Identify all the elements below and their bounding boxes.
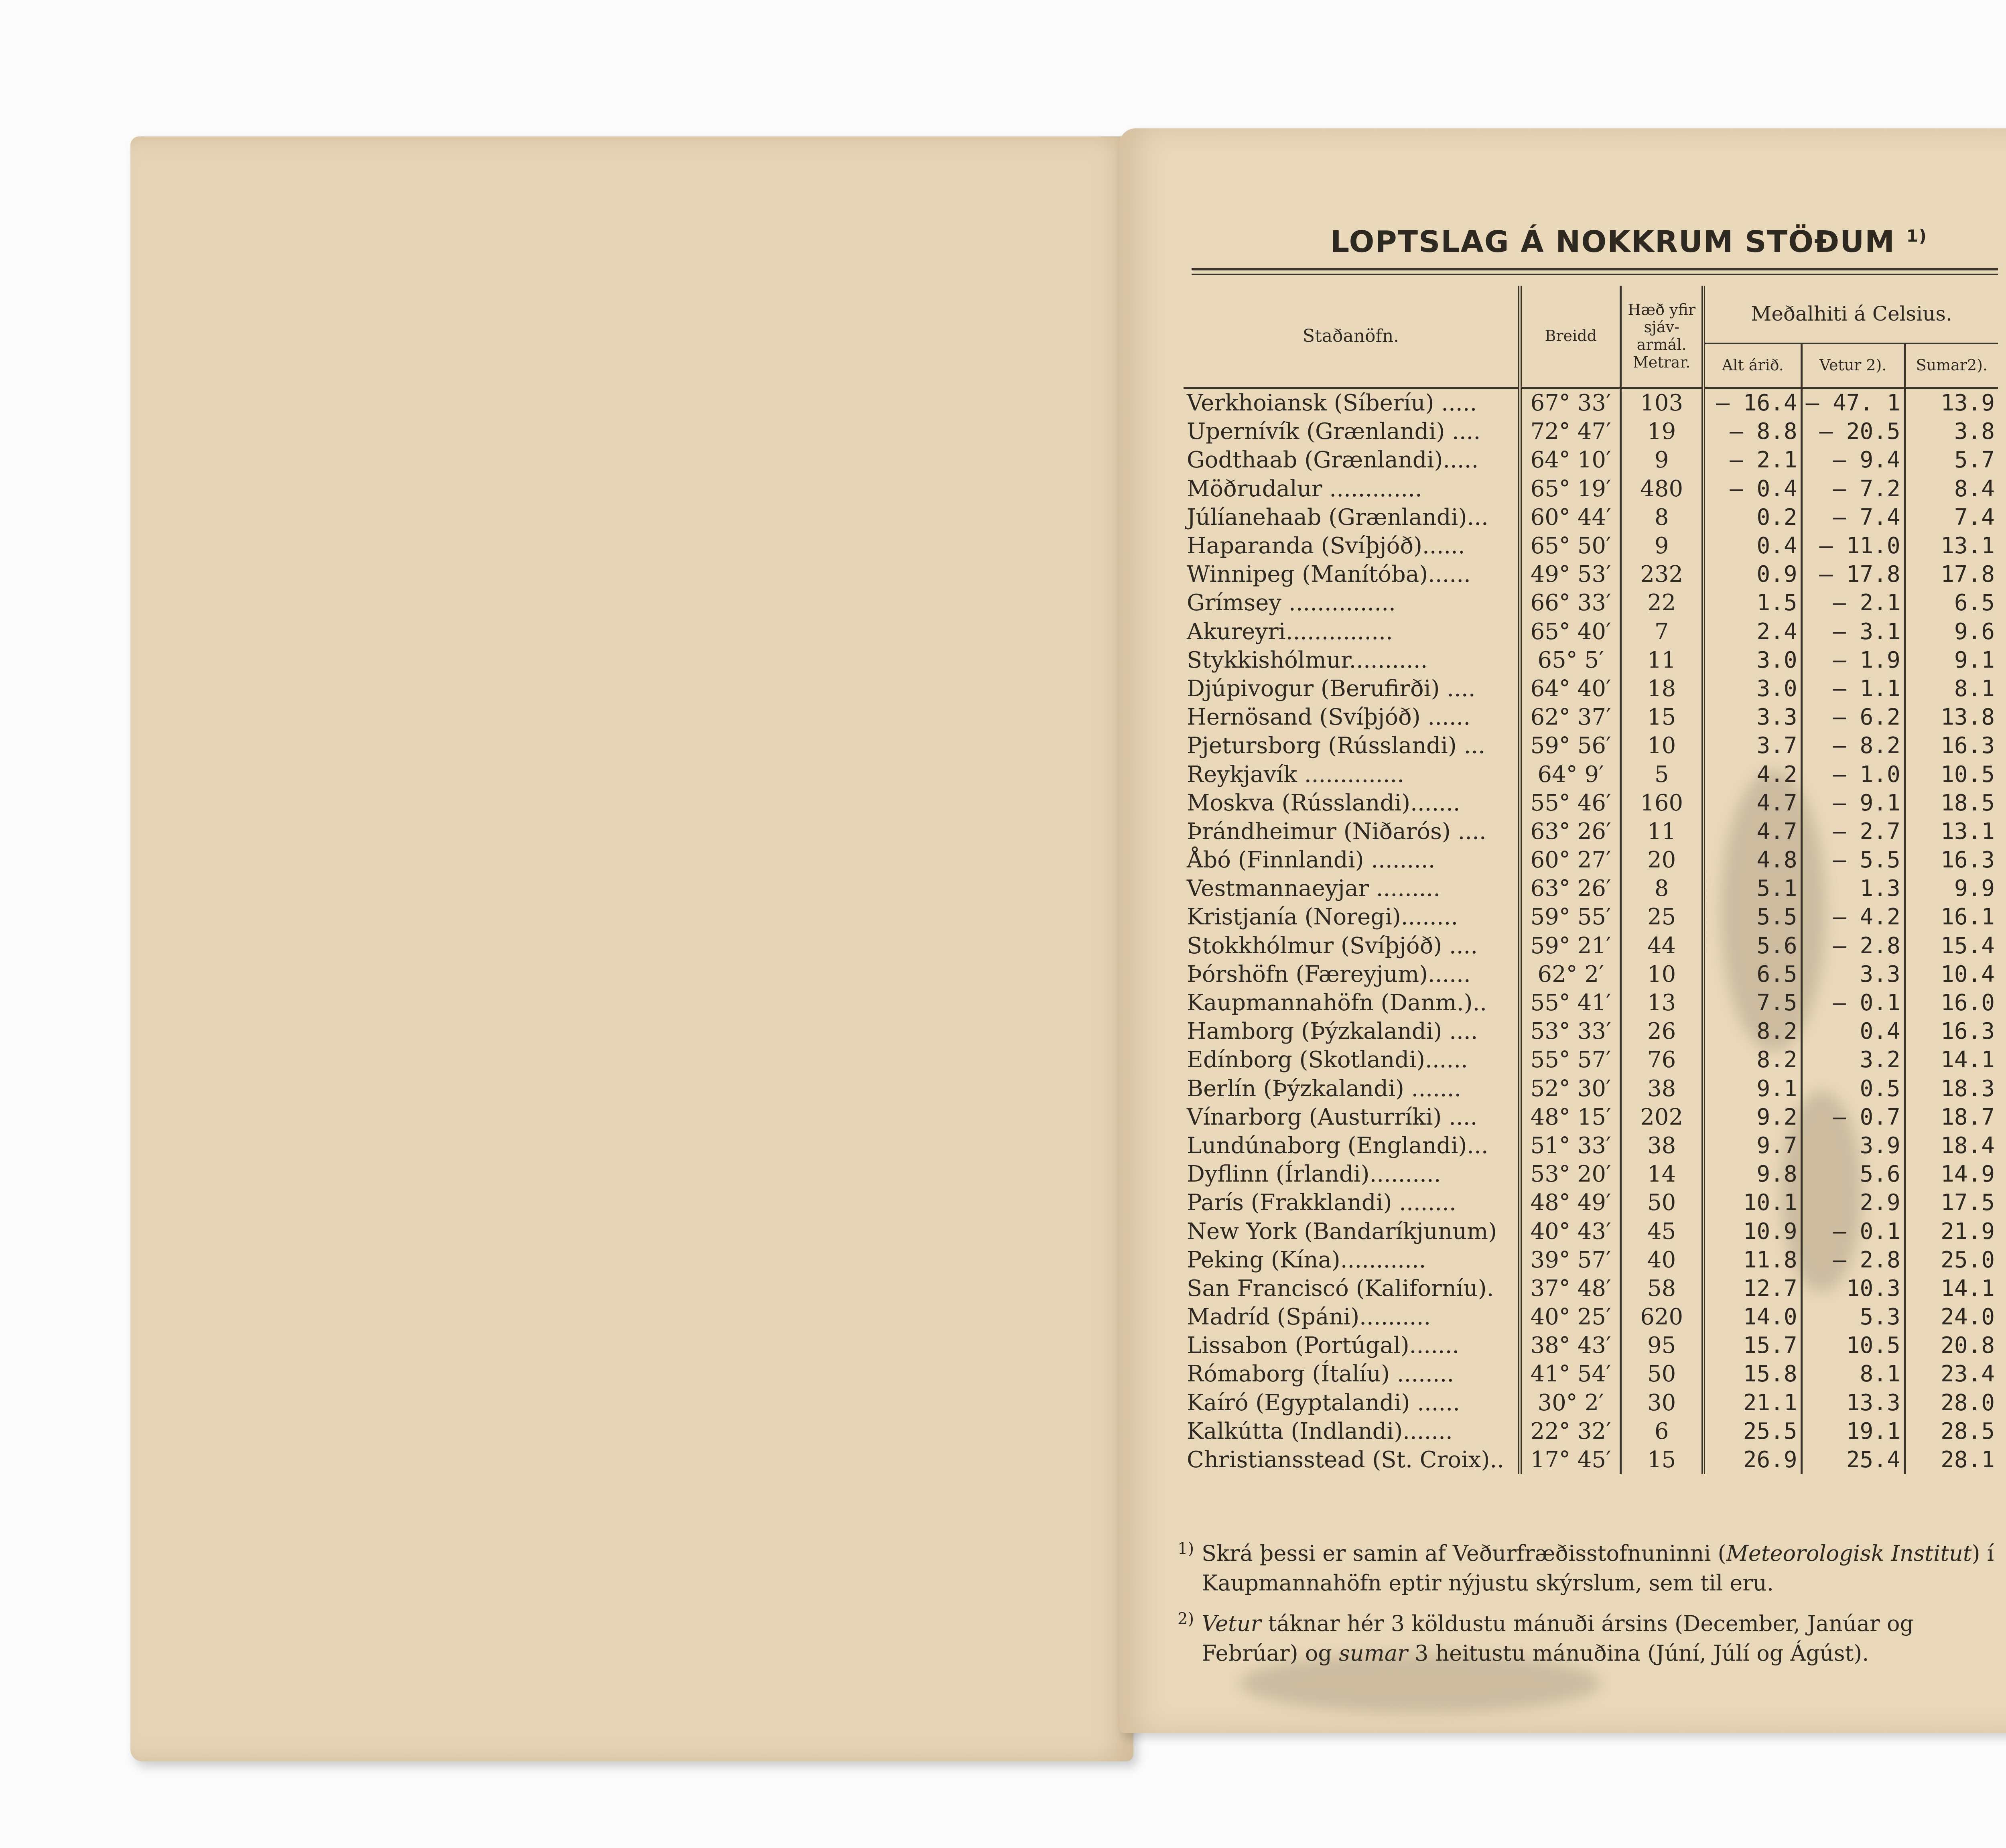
cell-place-name: Djúpivogur (Berufirði) .... xyxy=(1187,675,1476,702)
header-place-name: Staðanöfn. xyxy=(1184,286,1520,388)
cell-latitude: 55° 57′ xyxy=(1520,1046,1621,1074)
cell-place-name: Júlíanehaab (Grænlandi)... xyxy=(1187,504,1488,530)
footnote-2-text: táknar hér 3 köldustu mánuði ársins (December, Janúar og Febrúar) og xyxy=(1202,1611,1914,1666)
cell-summer-mean: 9.9 xyxy=(1904,874,1998,903)
cell-latitude: 62° 37′ xyxy=(1520,703,1621,731)
table-row xyxy=(1184,903,1998,931)
cell-summer-mean: 23.4 xyxy=(1904,1360,1998,1388)
cell-height: 10 xyxy=(1621,960,1703,989)
cell-winter-mean: 8.1 xyxy=(1801,1360,1904,1388)
cell-latitude: 48° 15′ xyxy=(1520,1103,1621,1131)
title-rule xyxy=(1192,274,1998,275)
footnote-2-italic: sumar xyxy=(1339,1641,1408,1666)
cell-annual-mean: 15.7 xyxy=(1703,1331,1802,1360)
cell-summer-mean: 21.9 xyxy=(1904,1217,1998,1245)
cell-height: 6 xyxy=(1621,1417,1703,1446)
cell-height: 5 xyxy=(1621,760,1703,788)
cell-winter-mean: — 1.1 xyxy=(1801,674,1904,703)
cell-annual-mean: 8.2 xyxy=(1703,1017,1802,1046)
cell-height: 13 xyxy=(1621,989,1703,1017)
cell-place-name: Lissabon (Portúgal)....... xyxy=(1187,1332,1460,1359)
table-row xyxy=(1184,1246,1998,1274)
cell-winter-mean: 5.3 xyxy=(1801,1303,1904,1331)
cell-annual-mean: — 2.1 xyxy=(1703,446,1802,474)
cell-place-name: Hamborg (Þýzkalandi) .... xyxy=(1187,1018,1478,1045)
cell-latitude: 53° 33′ xyxy=(1520,1017,1621,1046)
cell-annual-mean: 14.0 xyxy=(1703,1303,1802,1331)
cell-winter-mean: — 17.8 xyxy=(1801,560,1904,589)
cell-winter-mean: 1.3 xyxy=(1801,874,1904,903)
cell-winter-mean: — 2.8 xyxy=(1801,1246,1904,1274)
cell-height: 45 xyxy=(1621,1217,1703,1245)
cell-latitude: 52° 30′ xyxy=(1520,1074,1621,1103)
header-latitude: Breidd xyxy=(1520,286,1621,388)
cell-latitude: 60° 27′ xyxy=(1520,846,1621,874)
title-rule xyxy=(1192,268,1998,270)
cell-annual-mean: 9.1 xyxy=(1703,1074,1802,1103)
table-row xyxy=(1184,560,1998,589)
cell-annual-mean: 12.7 xyxy=(1703,1274,1802,1303)
cell-place-name: New York (Bandaríkjunum) xyxy=(1187,1218,1497,1245)
cell-height: 18 xyxy=(1621,674,1703,703)
cell-summer-mean: 16.3 xyxy=(1904,846,1998,874)
table-row xyxy=(1184,874,1998,903)
cell-place-name: Verkhoiansk (Síberíu) ..... xyxy=(1187,390,1477,416)
footnote-2-mark: 2) xyxy=(1178,1610,1194,1628)
cell-annual-mean: — 16.4 xyxy=(1703,388,1802,418)
cell-height: 103 xyxy=(1621,388,1703,418)
cell-latitude: 66° 33′ xyxy=(1520,589,1621,617)
cell-place-name: Upernívík (Grænlandi) .... xyxy=(1187,418,1481,445)
cell-annual-mean: 1.5 xyxy=(1703,589,1802,617)
table-row xyxy=(1184,646,1998,674)
cell-place-name: Madríd (Spáni).......... xyxy=(1187,1304,1431,1330)
table-row xyxy=(1184,1360,1998,1388)
cell-annual-mean: 4.7 xyxy=(1703,789,1802,817)
cell-summer-mean: 16.0 xyxy=(1904,989,1998,1017)
cell-winter-mean: 10.3 xyxy=(1801,1274,1904,1303)
cell-annual-mean: 5.6 xyxy=(1703,932,1802,960)
header-winter: Vetur 2). xyxy=(1801,343,1904,388)
cell-place-name: Moskva (Rússlandi)....... xyxy=(1187,790,1460,816)
cell-annual-mean: 5.5 xyxy=(1703,903,1802,931)
cell-latitude: 55° 46′ xyxy=(1520,789,1621,817)
footnote-1-text-end: ) í Kaupmannahöfn eptir nýjustu skýrslum, sem til eru. xyxy=(1202,1541,1994,1596)
cell-winter-mean: 3.2 xyxy=(1801,1046,1904,1074)
cell-latitude: 17° 45′ xyxy=(1520,1446,1621,1474)
footnote-2 xyxy=(1178,1609,2006,1668)
table-row xyxy=(1184,960,1998,989)
cell-winter-mean: — 2.7 xyxy=(1801,817,1904,846)
cell-place-name: Vestmannaeyjar ......... xyxy=(1187,875,1440,902)
cell-summer-mean: 16.3 xyxy=(1904,731,1998,760)
cell-summer-mean: 13.8 xyxy=(1904,703,1998,731)
cell-summer-mean: 18.5 xyxy=(1904,789,1998,817)
cell-annual-mean: 15.8 xyxy=(1703,1360,1802,1388)
cell-annual-mean: — 0.4 xyxy=(1703,475,1802,503)
cell-winter-mean: — 0.1 xyxy=(1801,989,1904,1017)
cell-winter-mean: — 4.2 xyxy=(1801,903,1904,931)
cell-height: 620 xyxy=(1621,1303,1703,1331)
cell-height: 38 xyxy=(1621,1131,1703,1160)
cell-winter-mean: — 1.0 xyxy=(1801,760,1904,788)
cell-summer-mean: 9.6 xyxy=(1904,617,1998,646)
cell-height: 9 xyxy=(1621,532,1703,560)
table-row xyxy=(1184,446,1998,474)
table-row xyxy=(1184,1074,1998,1103)
cell-height: 160 xyxy=(1621,789,1703,817)
table-row xyxy=(1184,674,1998,703)
header-annual: Alt árið. xyxy=(1703,343,1802,388)
cell-latitude: 41° 54′ xyxy=(1520,1360,1621,1388)
blank-left-page xyxy=(130,136,1133,1761)
cell-height: 19 xyxy=(1621,417,1703,446)
table-body xyxy=(1184,388,1998,1474)
cell-height: 15 xyxy=(1621,1446,1703,1474)
table-row xyxy=(1184,1417,1998,1446)
table-row xyxy=(1184,532,1998,560)
cell-place-name: Stokkhólmur (Svíþjóð) .... xyxy=(1187,932,1478,959)
cell-winter-mean: — 7.2 xyxy=(1801,475,1904,503)
cell-annual-mean: 25.5 xyxy=(1703,1417,1802,1446)
cell-height: 22 xyxy=(1621,589,1703,617)
cell-winter-mean: 13.3 xyxy=(1801,1389,1904,1417)
cell-place-name: Þórshöfn (Færeyjum)...... xyxy=(1187,961,1471,987)
cell-place-name: Reykjavík .............. xyxy=(1187,761,1405,788)
cell-height: 7 xyxy=(1621,617,1703,646)
cell-winter-mean: — 0.1 xyxy=(1801,1217,1904,1245)
cell-height: 11 xyxy=(1621,646,1703,674)
cell-summer-mean: 8.4 xyxy=(1904,475,1998,503)
cell-summer-mean: 14.1 xyxy=(1904,1046,1998,1074)
cell-winter-mean: — 1.9 xyxy=(1801,646,1904,674)
cell-annual-mean: 8.2 xyxy=(1703,1046,1802,1074)
cell-latitude: 30° 2′ xyxy=(1520,1389,1621,1417)
table-row xyxy=(1184,760,1998,788)
cell-winter-mean: — 7.4 xyxy=(1801,503,1904,532)
cell-latitude: 65° 50′ xyxy=(1520,532,1621,560)
cell-summer-mean: 25.0 xyxy=(1904,1246,1998,1274)
cell-winter-mean: — 11.0 xyxy=(1801,532,1904,560)
cell-summer-mean: 17.8 xyxy=(1904,560,1998,589)
cell-summer-mean: 28.0 xyxy=(1904,1389,1998,1417)
table-row xyxy=(1184,1446,1998,1474)
cell-annual-mean: 21.1 xyxy=(1703,1389,1802,1417)
cell-annual-mean: 3.0 xyxy=(1703,646,1802,674)
table-row xyxy=(1184,417,1998,446)
table-row xyxy=(1184,989,1998,1017)
cell-height: 14 xyxy=(1621,1160,1703,1188)
cell-annual-mean: 3.0 xyxy=(1703,674,1802,703)
cell-place-name: Möðrudalur ............. xyxy=(1187,475,1422,502)
cell-winter-mean: — 0.7 xyxy=(1801,1103,1904,1131)
cell-annual-mean: — 8.8 xyxy=(1703,417,1802,446)
header-summer: Sumar2). xyxy=(1904,343,1998,388)
cell-height: 8 xyxy=(1621,874,1703,903)
cell-winter-mean: — 8.2 xyxy=(1801,731,1904,760)
cell-summer-mean: 20.8 xyxy=(1904,1331,1998,1360)
cell-latitude: 65° 5′ xyxy=(1520,646,1621,674)
cell-height: 232 xyxy=(1621,560,1703,589)
cell-latitude: 59° 55′ xyxy=(1520,903,1621,931)
cell-height: 9 xyxy=(1621,446,1703,474)
cell-annual-mean: 26.9 xyxy=(1703,1446,1802,1474)
cell-place-name: San Franciscó (Kaliforníu). xyxy=(1187,1275,1494,1302)
table-row xyxy=(1184,1046,1998,1074)
table-row xyxy=(1184,1188,1998,1217)
cell-annual-mean: 9.8 xyxy=(1703,1160,1802,1188)
cell-summer-mean: 16.1 xyxy=(1904,903,1998,931)
cell-annual-mean: 0.4 xyxy=(1703,532,1802,560)
cell-place-name: Dyflinn (Írlandi).......... xyxy=(1187,1161,1441,1188)
cell-winter-mean: 5.6 xyxy=(1801,1160,1904,1188)
table-row xyxy=(1184,617,1998,646)
cell-summer-mean: 13.1 xyxy=(1904,817,1998,846)
cell-height: 58 xyxy=(1621,1274,1703,1303)
cell-place-name: Kaupmannahöfn (Danm.).. xyxy=(1187,990,1487,1016)
table-row xyxy=(1184,703,1998,731)
table-row xyxy=(1184,1389,1998,1417)
cell-summer-mean: 10.5 xyxy=(1904,760,1998,788)
cell-summer-mean: 13.9 xyxy=(1904,388,1998,418)
table-row xyxy=(1184,1131,1998,1160)
cell-annual-mean: 4.8 xyxy=(1703,846,1802,874)
cell-winter-mean: — 2.8 xyxy=(1801,932,1904,960)
cell-place-name: Haparanda (Svíþjóð)...... xyxy=(1187,533,1465,559)
cell-annual-mean: 3.7 xyxy=(1703,731,1802,760)
table-row xyxy=(1184,1303,1998,1331)
cell-place-name: París (Frakklandi) ........ xyxy=(1187,1190,1456,1216)
cell-annual-mean: 3.3 xyxy=(1703,703,1802,731)
cell-latitude: 65° 19′ xyxy=(1520,475,1621,503)
cell-place-name: Stykkishólmur........... xyxy=(1187,647,1428,673)
cell-height: 8 xyxy=(1621,503,1703,532)
cell-summer-mean: 6.5 xyxy=(1904,589,1998,617)
cell-annual-mean: 4.7 xyxy=(1703,817,1802,846)
cell-height: 76 xyxy=(1621,1046,1703,1074)
cell-winter-mean: 0.5 xyxy=(1801,1074,1904,1103)
table-row xyxy=(1184,1017,1998,1046)
cell-height: 11 xyxy=(1621,817,1703,846)
cell-winter-mean: 0.4 xyxy=(1801,1017,1904,1046)
cell-annual-mean: 7.5 xyxy=(1703,989,1802,1017)
cell-latitude: 40° 25′ xyxy=(1520,1303,1621,1331)
cell-summer-mean: 16.3 xyxy=(1904,1017,1998,1046)
cell-winter-mean: 3.9 xyxy=(1801,1131,1904,1160)
cell-height: 95 xyxy=(1621,1331,1703,1360)
cell-place-name: Akureyri............... xyxy=(1187,618,1393,645)
climate-table xyxy=(1184,286,1998,1474)
footnote-1 xyxy=(1178,1539,2006,1598)
cell-latitude: 65° 40′ xyxy=(1520,617,1621,646)
cell-latitude: 49° 53′ xyxy=(1520,560,1621,589)
cell-winter-mean: — 6.2 xyxy=(1801,703,1904,731)
footnote-1-mark: 1) xyxy=(1178,1539,1194,1558)
cell-winter-mean: 10.5 xyxy=(1801,1331,1904,1360)
cell-height: 44 xyxy=(1621,932,1703,960)
cell-latitude: 60° 44′ xyxy=(1520,503,1621,532)
cell-summer-mean: 24.0 xyxy=(1904,1303,1998,1331)
cell-height: 50 xyxy=(1621,1188,1703,1217)
cell-latitude: 59° 21′ xyxy=(1520,932,1621,960)
cell-latitude: 63° 26′ xyxy=(1520,874,1621,903)
cell-latitude: 72° 47′ xyxy=(1520,417,1621,446)
table-row xyxy=(1184,503,1998,532)
cell-place-name: Åbó (Finnlandi) ......... xyxy=(1187,847,1435,873)
cell-latitude: 62° 2′ xyxy=(1520,960,1621,989)
cell-place-name: Rómaborg (Ítalíu) ........ xyxy=(1187,1361,1454,1387)
cell-annual-mean: 9.2 xyxy=(1703,1103,1802,1131)
cell-place-name: Grímsey ............... xyxy=(1187,590,1396,616)
title-text: LOPTSLAG Á NOKKRUM STÖÐUM xyxy=(1330,225,1895,259)
cell-winter-mean: 19.1 xyxy=(1801,1417,1904,1446)
cell-height: 20 xyxy=(1621,846,1703,874)
cell-latitude: 63° 26′ xyxy=(1520,817,1621,846)
cell-summer-mean: 18.4 xyxy=(1904,1131,1998,1160)
cell-place-name: Winnipeg (Manítóba)...... xyxy=(1187,561,1471,588)
table-row xyxy=(1184,817,1998,846)
cell-winter-mean: 3.3 xyxy=(1801,960,1904,989)
header-height: Hæð yfir sjáv-armál. Metrar. xyxy=(1621,286,1703,388)
footnote-2-italic: Vetur xyxy=(1202,1611,1261,1636)
cell-winter-mean: — 5.5 xyxy=(1801,846,1904,874)
cell-latitude: 59° 56′ xyxy=(1520,731,1621,760)
cell-winter-mean: — 9.1 xyxy=(1801,789,1904,817)
title-note-mark: 1) xyxy=(1906,226,1927,246)
cell-latitude: 64° 40′ xyxy=(1520,674,1621,703)
cell-annual-mean: 0.2 xyxy=(1703,503,1802,532)
cell-place-name: Christiansstead (St. Croix).. xyxy=(1187,1447,1504,1473)
cell-annual-mean: 6.5 xyxy=(1703,960,1802,989)
cell-latitude: 67° 33′ xyxy=(1520,388,1621,418)
cell-summer-mean: 9.1 xyxy=(1904,646,1998,674)
footnote-2-text-end: 3 heitustu mánuðina (Júní, Júlí og Ágúst). xyxy=(1407,1641,1869,1666)
cell-summer-mean: 3.8 xyxy=(1904,417,1998,446)
cell-height: 40 xyxy=(1621,1246,1703,1274)
cell-winter-mean: — 9.4 xyxy=(1801,446,1904,474)
cell-summer-mean: 15.4 xyxy=(1904,932,1998,960)
cell-place-name: Lundúnaborg (Englandi)... xyxy=(1187,1132,1488,1159)
cell-winter-mean: — 2.1 xyxy=(1801,589,1904,617)
cell-place-name: Vínarborg (Austurríki) .... xyxy=(1187,1104,1478,1130)
cell-annual-mean: 10.9 xyxy=(1703,1217,1802,1245)
table-row xyxy=(1184,388,1998,418)
cell-summer-mean: 5.7 xyxy=(1904,446,1998,474)
cell-height: 10 xyxy=(1621,731,1703,760)
cell-summer-mean: 8.1 xyxy=(1904,674,1998,703)
cell-latitude: 53° 20′ xyxy=(1520,1160,1621,1188)
cell-summer-mean: 28.1 xyxy=(1904,1446,1998,1474)
table-row xyxy=(1184,789,1998,817)
table-row xyxy=(1184,475,1998,503)
header-mean-temperature: Meðalhiti á Celsius. xyxy=(1703,286,1998,343)
cell-summer-mean: 18.3 xyxy=(1904,1074,1998,1103)
cell-place-name: Peking (Kína)............ xyxy=(1187,1247,1426,1273)
cell-latitude: 39° 57′ xyxy=(1520,1246,1621,1274)
cell-latitude: 37° 48′ xyxy=(1520,1274,1621,1303)
cell-latitude: 64° 10′ xyxy=(1520,446,1621,474)
cell-height: 480 xyxy=(1621,475,1703,503)
cell-place-name: Godthaab (Grænlandi)..... xyxy=(1187,447,1479,473)
cell-latitude: 22° 32′ xyxy=(1520,1417,1621,1446)
table-row xyxy=(1184,846,1998,874)
footnote-1-text: Skrá þessi er samin af Veðurfræðisstofnuninni ( xyxy=(1202,1541,1726,1566)
cell-height: 38 xyxy=(1621,1074,1703,1103)
cell-place-name: Kalkútta (Indlandi)....... xyxy=(1187,1418,1453,1444)
cell-summer-mean: 17.5 xyxy=(1904,1188,1998,1217)
table-row xyxy=(1184,1103,1998,1131)
cell-latitude: 38° 43′ xyxy=(1520,1331,1621,1360)
cell-height: 25 xyxy=(1621,903,1703,931)
cell-annual-mean: 5.1 xyxy=(1703,874,1802,903)
cell-summer-mean: 14.9 xyxy=(1904,1160,1998,1188)
table-row xyxy=(1184,589,1998,617)
cell-place-name: Hernösand (Svíþjóð) ...... xyxy=(1187,704,1471,731)
cell-latitude: 40° 43′ xyxy=(1520,1217,1621,1245)
table-row xyxy=(1184,1160,1998,1188)
cell-latitude: 51° 33′ xyxy=(1520,1131,1621,1160)
cell-place-name: Berlín (Þýzkalandi) ....... xyxy=(1187,1075,1462,1102)
cell-annual-mean: 4.2 xyxy=(1703,760,1802,788)
cell-summer-mean: 13.1 xyxy=(1904,532,1998,560)
cell-place-name: Edínborg (Skotlandi)...... xyxy=(1187,1047,1468,1073)
cell-height: 26 xyxy=(1621,1017,1703,1046)
footnote-1-italic: Meteorologisk Institut xyxy=(1726,1541,1972,1566)
cell-height: 30 xyxy=(1621,1389,1703,1417)
table-row xyxy=(1184,932,1998,960)
cell-height: 202 xyxy=(1621,1103,1703,1131)
table-row xyxy=(1184,1331,1998,1360)
table-row xyxy=(1184,731,1998,760)
cell-latitude: 48° 49′ xyxy=(1520,1188,1621,1217)
cell-place-name: Kaíró (Egyptalandi) ...... xyxy=(1187,1389,1460,1416)
cell-summer-mean: 10.4 xyxy=(1904,960,1998,989)
cell-winter-mean: 2.9 xyxy=(1801,1188,1904,1217)
cell-place-name: Pjetursborg (Rússlandi) ... xyxy=(1187,733,1485,759)
cell-summer-mean: 28.5 xyxy=(1904,1417,1998,1446)
cell-height: 50 xyxy=(1621,1360,1703,1388)
cell-latitude: 64° 9′ xyxy=(1520,760,1621,788)
cell-annual-mean: 9.7 xyxy=(1703,1131,1802,1160)
table-header-row xyxy=(1184,286,1998,343)
cell-summer-mean: 18.7 xyxy=(1904,1103,1998,1131)
page-title xyxy=(1308,225,1950,259)
cell-height: 15 xyxy=(1621,703,1703,731)
cell-summer-mean: 14.1 xyxy=(1904,1274,1998,1303)
cell-winter-mean: — 20.5 xyxy=(1801,417,1904,446)
cell-winter-mean: 25.4 xyxy=(1801,1446,1904,1474)
table-row xyxy=(1184,1217,1998,1245)
table-row xyxy=(1184,1274,1998,1303)
cell-place-name: Kristjanía (Noregi)........ xyxy=(1187,904,1458,930)
cell-latitude: 55° 41′ xyxy=(1520,989,1621,1017)
cell-place-name: Þrándheimur (Niðarós) .... xyxy=(1187,818,1486,845)
cell-annual-mean: 11.8 xyxy=(1703,1246,1802,1274)
cell-summer-mean: 7.4 xyxy=(1904,503,1998,532)
cell-winter-mean: — 47. 1 xyxy=(1801,388,1904,418)
cell-annual-mean: 0.9 xyxy=(1703,560,1802,589)
cell-annual-mean: 10.1 xyxy=(1703,1188,1802,1217)
cell-annual-mean: 2.4 xyxy=(1703,617,1802,646)
cell-winter-mean: — 3.1 xyxy=(1801,617,1904,646)
